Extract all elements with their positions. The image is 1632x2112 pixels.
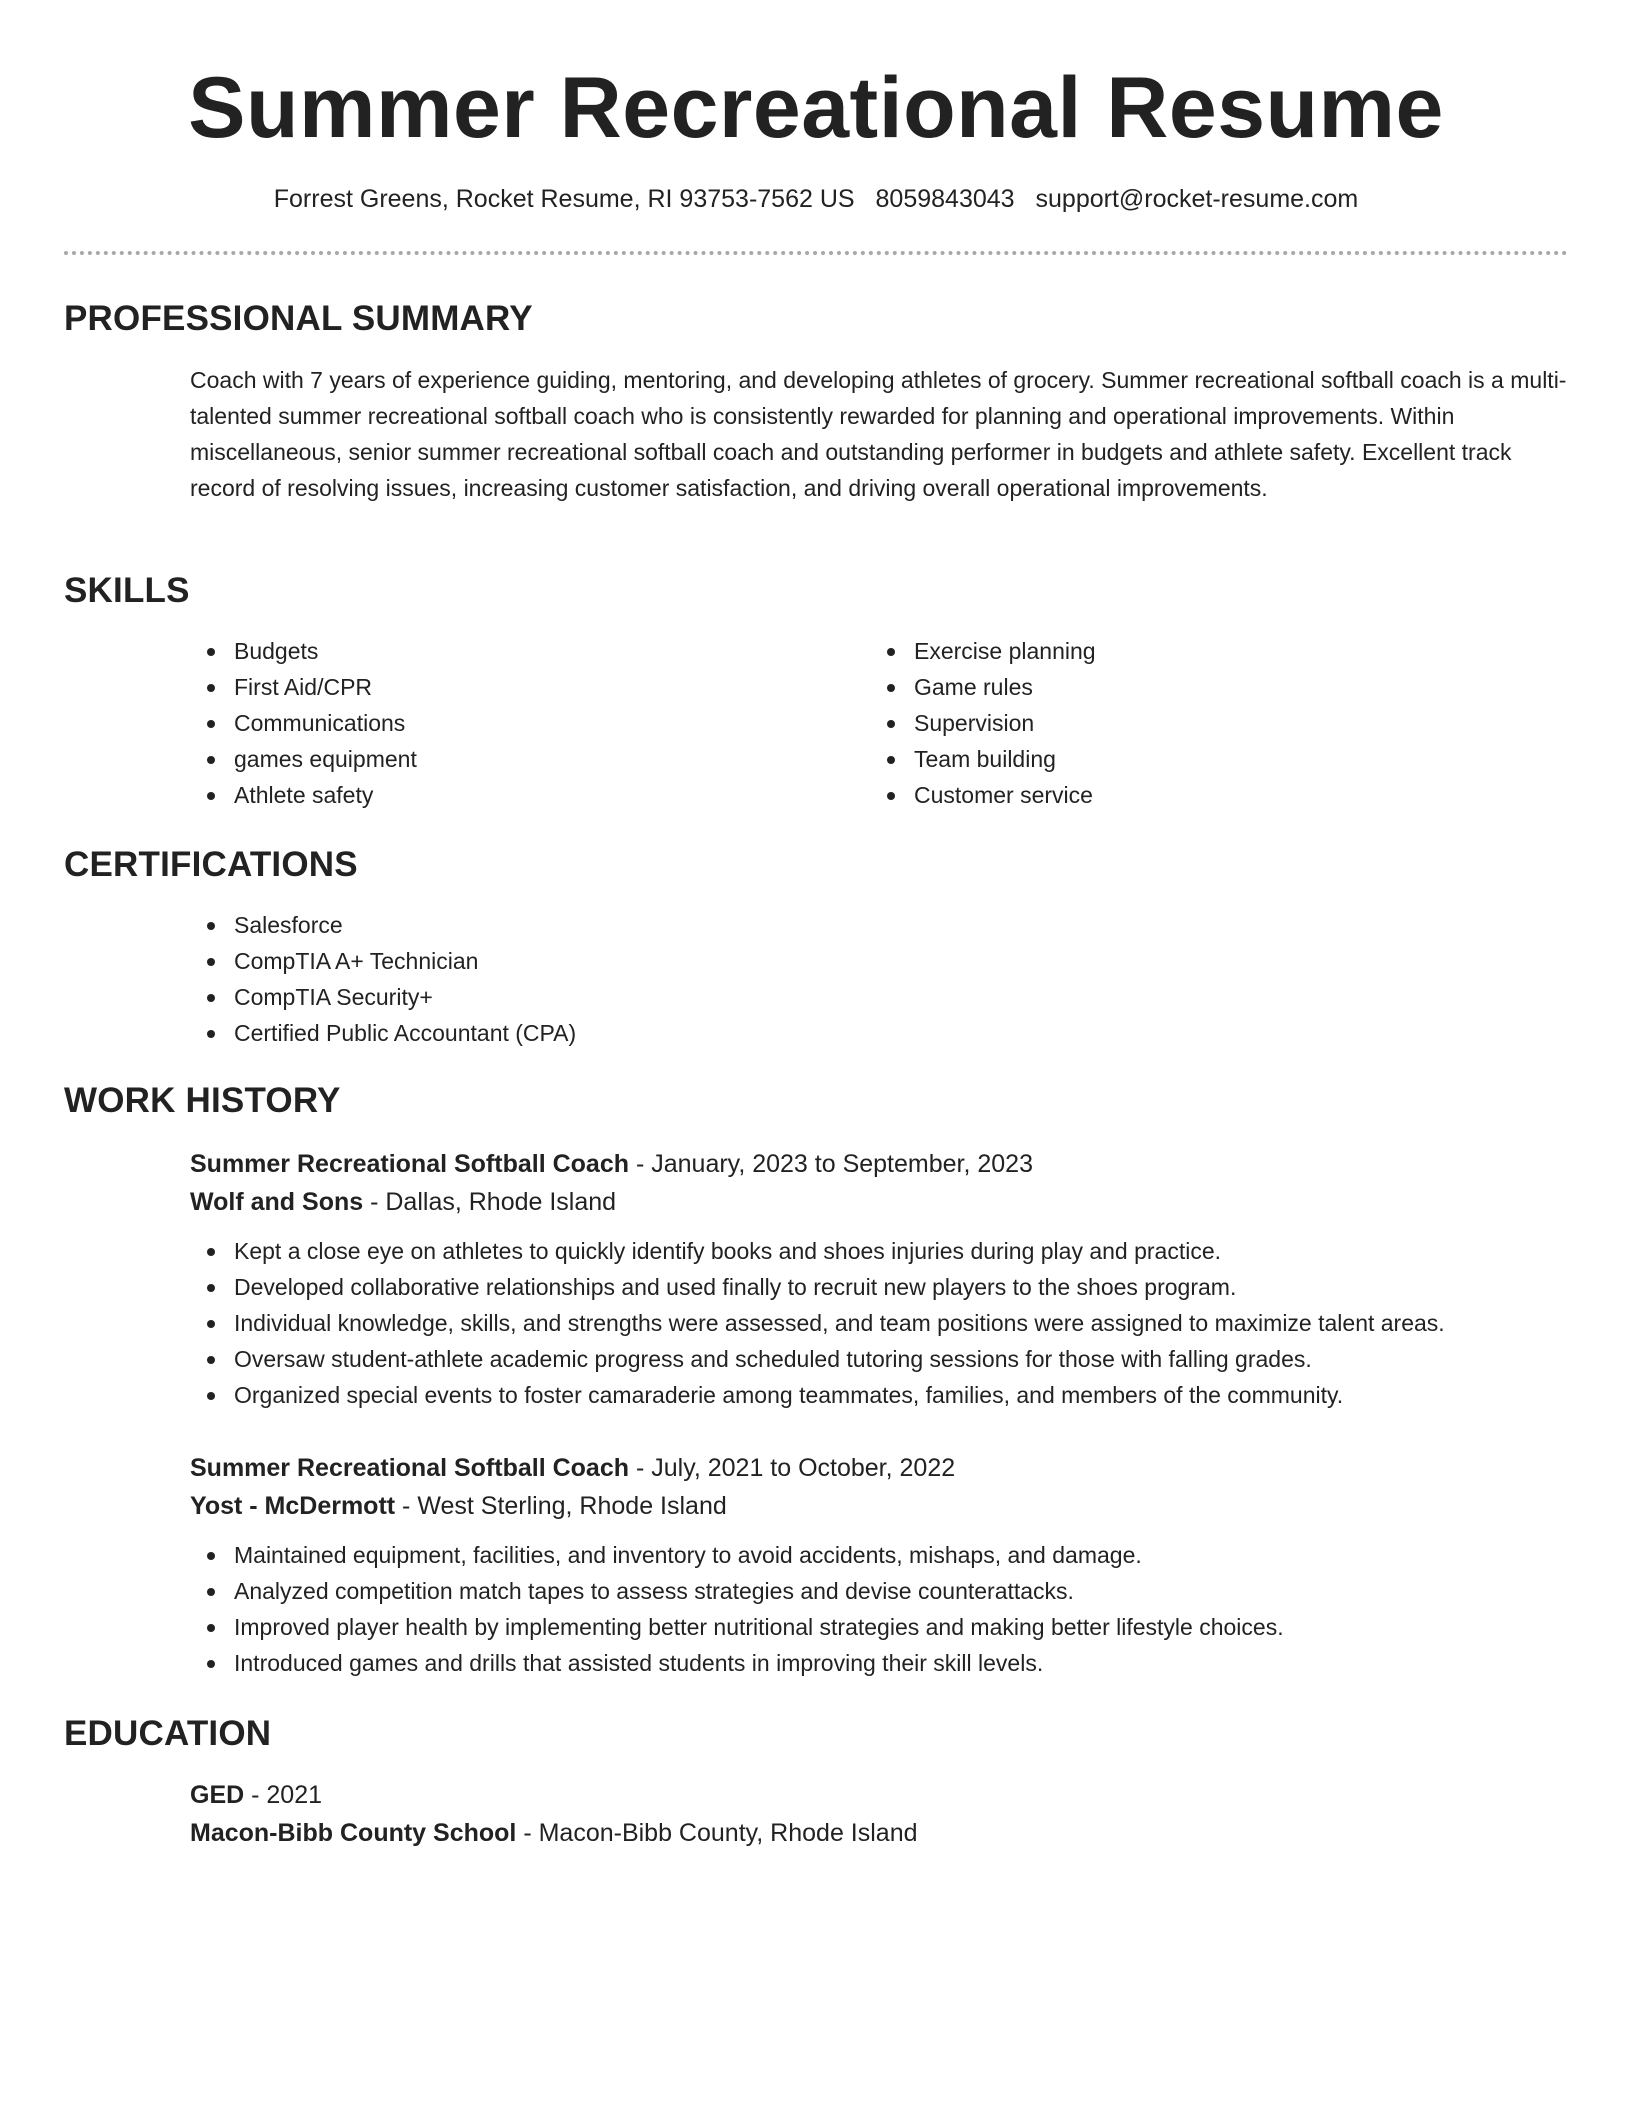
header-divider <box>64 251 1568 255</box>
list-item: Team building <box>870 741 1550 777</box>
list-item: Communications <box>190 705 870 741</box>
job-location: - West Sterling, Rhode Island <box>395 1492 727 1520</box>
summary-heading: PROFESSIONAL SUMMARY <box>64 299 533 338</box>
job-title-line <box>190 1145 1570 1183</box>
job-dates: - July, 2021 to October, 2022 <box>629 1454 956 1482</box>
education-degree-line <box>190 1776 1570 1814</box>
contact-email[interactable]: support@rocket-resume.com <box>1035 185 1359 213</box>
list-item: Analyzed competition match tapes to assess strategies and devise counterattacks. <box>190 1573 1570 1609</box>
skills-list <box>190 633 1570 813</box>
list-item: Customer service <box>870 777 1550 813</box>
contact-line <box>64 182 1568 216</box>
list-item: Improved player health by implementing better nutritional strategies and making better lifestyle choices. <box>190 1609 1570 1645</box>
list-item: Individual knowledge, skills, and strengths were assessed, and team positions were assigned to maximize talent areas. <box>190 1305 1570 1341</box>
list-item: Oversaw student-athlete academic progress and scheduled tutoring sessions for those with falling grades. <box>190 1341 1570 1377</box>
list-item: Organized special events to foster camaraderie among teammates, families, and members of the community. <box>190 1377 1570 1413</box>
list-item: Certified Public Accountant (CPA) <box>190 1015 1570 1051</box>
contact-address: Forrest Greens, Rocket Resume, RI 93753-7562 US <box>273 185 855 213</box>
skills-heading: SKILLS <box>64 571 190 610</box>
job-bullets <box>190 1537 1570 1681</box>
job-bullets <box>190 1233 1570 1413</box>
education-heading: EDUCATION <box>64 1714 272 1753</box>
job-entry-1 <box>190 1145 1570 1413</box>
resume-title: Summer Recreational Resume <box>188 60 1444 156</box>
job-company-line <box>190 1183 1570 1221</box>
education-location: - Macon-Bibb County, Rhode Island <box>516 1819 918 1847</box>
list-item: Maintained equipment, facilities, and inventory to avoid accidents, mishaps, and damage. <box>190 1537 1570 1573</box>
education-entry <box>190 1776 1570 1852</box>
list-item: Game rules <box>870 669 1550 705</box>
job-title: Summer Recreational Softball Coach <box>190 1454 630 1482</box>
education-year: - 2021 <box>244 1781 323 1809</box>
education-school: Macon-Bibb County School <box>190 1819 517 1847</box>
list-item: Salesforce <box>190 907 1570 943</box>
list-item: Supervision <box>870 705 1550 741</box>
list-item: CompTIA A+ Technician <box>190 943 1570 979</box>
work-history-heading: WORK HISTORY <box>64 1081 341 1120</box>
list-item: games equipment <box>190 741 870 777</box>
job-company: Wolf and Sons <box>190 1188 364 1216</box>
list-item: CompTIA Security+ <box>190 979 1570 1015</box>
contact-phone[interactable]: 8059843043 <box>875 185 1015 213</box>
job-dates: - January, 2023 to September, 2023 <box>629 1150 1033 1178</box>
list-item: Athlete safety <box>190 777 870 813</box>
job-entry-2 <box>190 1449 1570 1681</box>
list-item: First Aid/CPR <box>190 669 870 705</box>
list-item: Exercise planning <box>870 633 1550 669</box>
education-degree: GED <box>190 1781 245 1809</box>
job-company-line <box>190 1487 1570 1525</box>
resume-page <box>64 0 1568 1847</box>
skills-column-left <box>190 633 870 813</box>
summary-text: Coach with 7 years of experience guiding, mentoring, and developing athletes of grocery. Summer recreational softball coach is a multi-talented summer recreational softball coach who is consistently rewarded for planning and operational improvements. Within miscellaneous, senior summer recreational softball coach and outstanding performer in budgets and athlete safety. Excellent track record of resolving issues, increasing customer satisfaction, and driving overall operational improvements. <box>190 367 1567 501</box>
list-item: Introduced games and drills that assisted students in improving their skill levels. <box>190 1645 1570 1681</box>
job-location: - Dallas, Rhode Island <box>363 1188 617 1216</box>
list-item: Budgets <box>190 633 870 669</box>
education-school-line <box>190 1814 1570 1852</box>
list-item: Developed collaborative relationships and used finally to recruit new players to the shoes program. <box>190 1269 1570 1305</box>
list-item: Kept a close eye on athletes to quickly identify books and shoes injuries during play and practice. <box>190 1233 1570 1269</box>
certifications-list <box>190 907 1570 1051</box>
job-title-line <box>190 1449 1570 1487</box>
certifications-heading: CERTIFICATIONS <box>64 845 358 884</box>
job-title: Summer Recreational Softball Coach <box>190 1150 630 1178</box>
skills-column-right <box>870 633 1550 813</box>
job-company: Yost - McDermott <box>190 1492 396 1520</box>
